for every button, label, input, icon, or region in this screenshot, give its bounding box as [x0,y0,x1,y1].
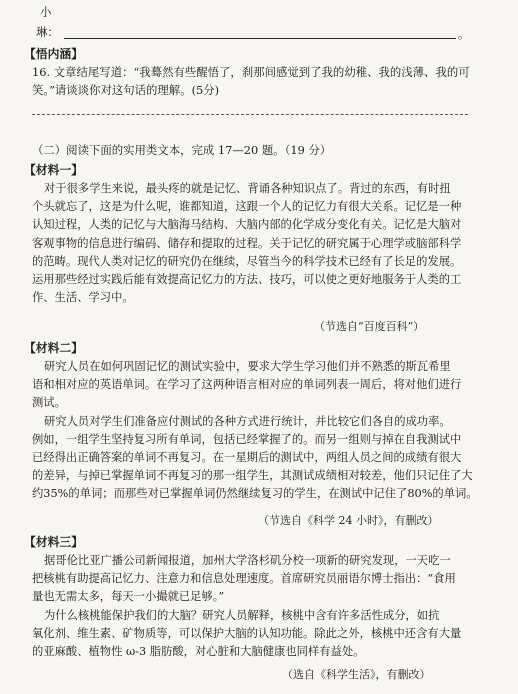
answer-line [64,38,456,39]
text-line: 氧化剂、维生素、矿物质等，可以保护大脑的认知功能。除此之外，核桃中还含有大量 [32,626,462,640]
text-line: 认知过程，人类的记忆与大脑海马结构、大脑内部的化学成分变化有关。记忆是大脑对 [32,218,462,232]
material3-label: 【材料三】 [24,535,83,549]
material1-label: 【材料一】 [24,163,83,177]
text-line: 研究人员在如何巩固记忆的测试实验中，要求大学生学习他们并不熟悉的斯瓦希里 [44,360,451,373]
text-line: 作、生活、学习中。 [32,291,134,305]
text-line: 据哥伦比亚广播公司新闻报道，加州大学洛杉矶分校一项新的研究发现，一天吃一 [44,554,451,567]
material3-source: （选自《科学生活》，有删改） [282,668,431,681]
text-line: 已经得出正确答案的单词不再复习。在一星期后的测试中，两组人员之间的成绩有很大 [32,451,462,465]
answer-line [32,114,468,115]
text-line: 把核桃有助提高记忆力、注意力和信息处理速度。首席研究员丽语尔博士指出：“食用 [32,572,456,586]
text-line: 为什么核桃能保护我们的大脑？研究人员解释，核桃中含有许多活性成分，如抗 [44,608,440,622]
material2-source: （节选自《科学 24 小时》，有删改） [258,514,439,527]
text-line: 运用那些经过实践后能有效提高记忆力的方法、技巧，可以使之更好地服务于人类的工 [32,273,462,287]
section-heading: （二）阅读下面的实用类文本，完成 17—20 题。（19 分） [32,143,332,157]
answer-line-end: 。 [458,27,470,41]
text-line: 客观事物的信息进行编码、储存和提取的过程。关于记忆的研究属于心理学或脑部科学 [32,236,462,250]
q16-question-line1: 16. 文章结尾写道：“我蓦然有些醒悟了，刹那间感觉到了我的幼稚、我的浅薄、我的可 [32,65,470,79]
q16-question-line2: 笑。”请谈谈你对这句话的理解。(5分) [32,83,220,97]
text-line: 约35%的单词；而那些对已掌握单词仍然继续复习的学生，在测试中记住了80%的单词。 [32,487,478,501]
text-line: 测试。 [32,396,66,410]
name-label-top: 小 [40,5,52,19]
material3-body [32,552,472,661]
material1-body [32,180,472,307]
material2-label: 【材料二】 [24,341,83,355]
text-line: 的差异，与掉已掌握单词不再复习的那一组学生，其测试成绩相对较差，他们只记住了大 [32,469,473,483]
text-line: 量也无需太多，每天一小撮就已足够。” [32,590,225,604]
name-label-bottom: 琳： [36,25,59,39]
text-line: 的范畴。现代人类对记忆的研究仍在继续，尽管当今的科学技术已经有了长足的发展。 [32,254,462,268]
text-line: 个头就忘了，这是为什么呢，谁都知道，这跟一个人的记忆力有很大关系。记忆是一种 [32,200,462,214]
text-line: 语和相对应的英语单词。在学习了这两种语言相对应的单词列表一周后，将对他们进行 [32,378,462,392]
text-line: 研究人员对学生们准备应付测试的各种方式进行统计，并比较它们各自的成功率。 [44,414,451,428]
text-line: 对于很多学生来说，最头疼的就是记忆、背诵各种知识点了。背过的东西，有时扭 [44,182,451,195]
material2-body [32,358,478,504]
text-line: 的亚麻酸、植物性 ω-3 脂肪酸，对心脏和大脑健康也同样有益处。 [32,645,365,659]
q16-section-label: 【悟内涵】 [24,47,83,61]
material1-source: （节选自“百度百科”） [314,320,425,333]
text-line: 例如，一组学生坚持复习所有单词，包括已经掌握了的。而另一组则与掉在自我测试中 [32,432,462,446]
